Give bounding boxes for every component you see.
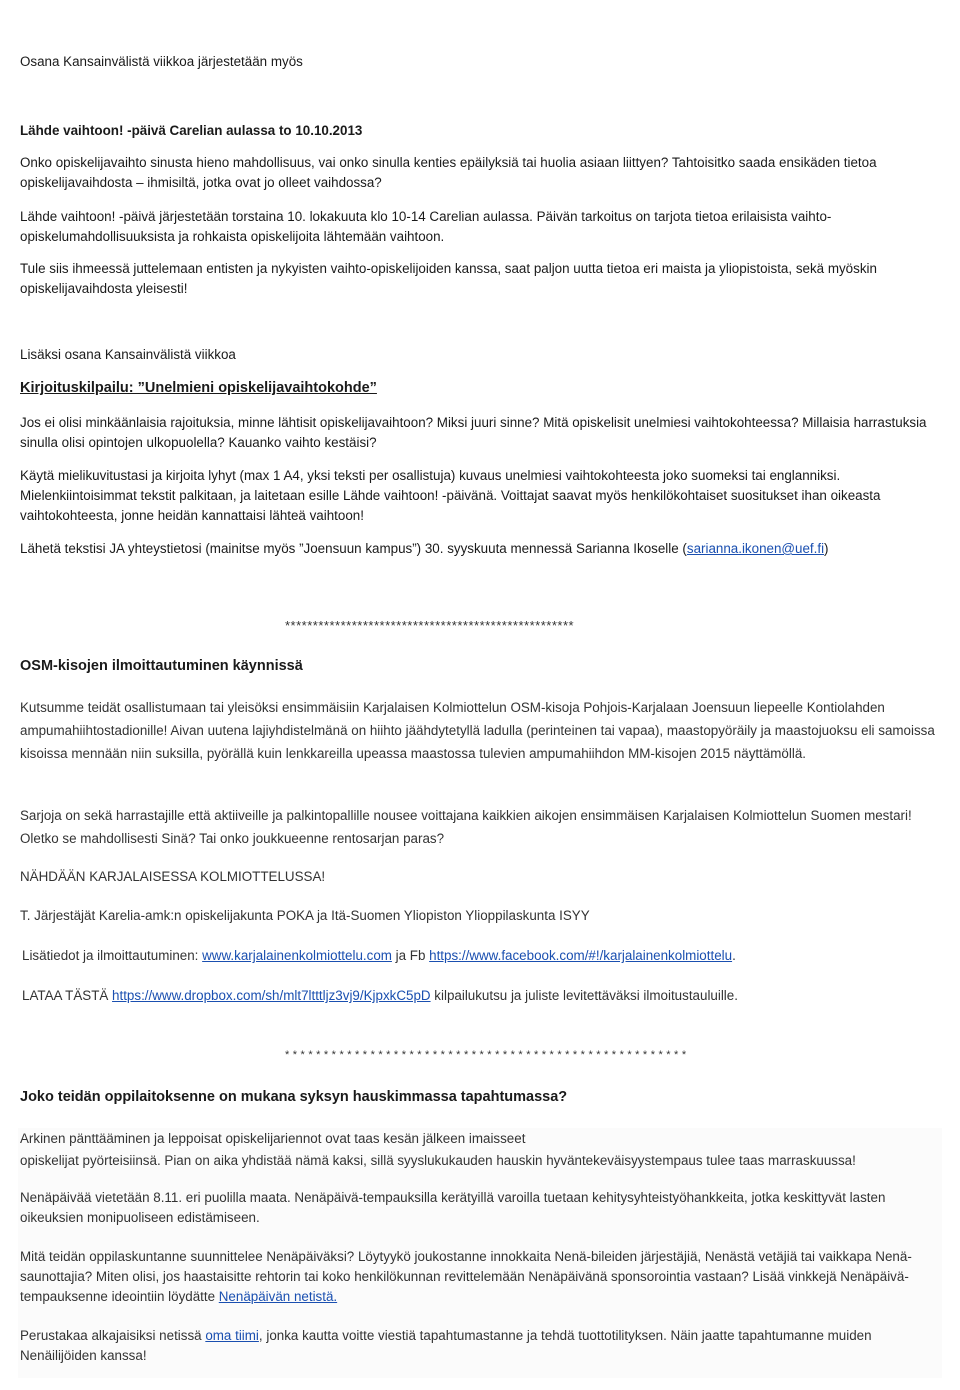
s4-title: Joko teidän oppilaitoksenne on mukana syksyn hauskimmassa tapahtumassa?: [20, 1089, 568, 1105]
s4-p4-end: , jonka kautta voitte viestiä tapahtumastanne ja tehdä tuottotilityksen. Näin jaatte tapahtumanne muiden Nenäilijöiden kanssa!: [20, 1328, 872, 1363]
s2-paragraph-3: [20, 539, 935, 559]
s1-paragraph-2: Lähde vaihtoon! -päivä järjestetään torstaina 10. lokakuuta klo 10-14 Carelian aulassa. Päivän tarkoitus on tarjota tietoa erilaisista vaihto-opiskelumahdollisuuksista ja rohkaista opiskelijoita lähtemään vaihtoon.: [20, 209, 832, 244]
s3-p6-text: LATAA TÄSTÄ: [22, 988, 113, 1003]
oma-tiimi-link[interactable]: oma tiimi: [205, 1328, 259, 1343]
s4-paragraph-2: Nenäpäivää vietetään 8.11. eri puolilla maata. Nenäpäivä-tempauksilla kerätyillä varoilla tuetaan kehitysyhteistyöhankkeita, jotka keskittyvät lasten oikeuksien monipuoliseen edistämiseen.: [20, 1190, 886, 1225]
s3-paragraph-2: Sarjoja on sekä harrastajille että aktiiveille ja palkintopallille nousee voittajana kaikkien aikojen ensimmäisen Karjalaisen Kolmiottelun Suomen mestari! Oletko se mahdollisesti Sinä? Tai onko joukkueenne rentosarjan paras?: [20, 808, 912, 846]
s2-paragraph-2: Käytä mielikuvitustasi ja kirjoita lyhyt (max 1 A4, yksi teksti per osallistuja) kuvaus unelmiesi vaihtokohteesta joko suomeksi tai englanniksi. Mielenkiintoisimmat tekstit palkitaan, ja laitetaan esille Lähde vaihtoon! -päivänä. Voittajat saavat myös henkilökohtaiset suositukset ihan oikeasta vaihtokohteesta, jonne heidän kannattaisi lähteä vaihtoon!: [20, 468, 881, 523]
dropbox-link[interactable]: https://www.dropbox.com/sh/mlt7ltttljz3vj9/KjpxkC5pD: [112, 988, 431, 1003]
s3-paragraph-4: T. Järjestäjät Karelia-amk:n opiskelijakunta POKA ja Itä-Suomen Yliopiston Ylioppilaskunta ISYY: [20, 908, 590, 923]
s2-p3-text: Lähetä tekstisi JA yhteystietosi (mainitse myös ”Joensuun kampus”) 30. syyskuuta mennessä Sarianna Ikoselle (: [20, 541, 687, 556]
s4-paragraph-1b: opiskelijat pyörteisiinsä. Pian on aika yhdistää nämä kaksi, sillä syyslukukauden hauskin hyväntekeväisyystempaus tulee taas marraskuussa!: [20, 1153, 856, 1168]
s1-paragraph-3: Tule siis ihmeessä juttelemaan entisten ja nykyisten vaihto-opiskelijoiden kanssa, saat paljon uutta tietoa eri maista ja yliopistoista, sekä myöskin opiskelijavaihdosta yleisesti!: [20, 261, 877, 296]
s2-p3-end: ): [824, 541, 829, 556]
s4-paragraph-1a: Arkinen pänttääminen ja leppoisat opiskelijariennot ovat taas kesän jälkeen imaisseet: [20, 1131, 526, 1146]
s1-title: Lähde vaihtoon! -päivä Carelian aulassa to 10.10.2013: [20, 123, 363, 138]
separator-1: ****************************************************: [285, 618, 575, 633]
s3-title: OSM-kisojen ilmoittautuminen käynnissä: [20, 658, 303, 674]
s3-paragraph-5: [22, 946, 937, 966]
s1-paragraph-1: Onko opiskelijavaihto sinusta hieno mahdollisuus, vai onko sinulla kenties epäilyksiä tai huolia asiaan liittyen? Tahtoisitko saada ensikäden tietoa opiskelijavaihdosta – ihmisiltä, jotka ovat jo olleet vaihdossa?: [20, 155, 877, 190]
s4-p4-text: Perustakaa alkajaisiksi netissä: [20, 1328, 206, 1343]
karjalainen-link[interactable]: www.karjalainenkolmiottelu.com: [202, 948, 392, 963]
s4-p3-text: Mitä teidän oppilaskuntanne suunnittelee Nenäpäiväksi? Löytyykö joukostanne innokkaita Nenä-bileiden järjestäjiä, Nenästä vetäjiä tai vaikkapa Nenä-saunottajia? Miten olisi, jos haastaisitte rehtorin tai koko henkilökunnan revittelemään Nenäpäivänä sponsorointia vastaan? Lisää vinkkejä Nenäpäivä-tempauksenne ideointiin löydätte: [20, 1249, 912, 1304]
s3-p5-text: Lisätiedot ja ilmoittautuminen:: [22, 948, 203, 963]
s2-paragraph-1: Jos ei olisi minkäänlaisia rajoituksia, minne lähtisit opiskelijavaihtoon? Miksi juuri sinne? Mitä opiskelisit unelmiesi vaihtokohteessa? Millaisia harrastuksia sinulla olisi opintojen ulkopuolella? Kauanko vaihto kestäisi?: [20, 415, 927, 450]
separator-2: ****************************************************: [285, 1049, 690, 1061]
s2-title: Kirjoituskilpailu: ”Unelmieni opiskelijavaihtokohde”: [20, 380, 377, 396]
s3-p6-end: kilpailukutsu ja juliste levitettäväksi ilmoitustauluille.: [430, 988, 738, 1003]
nenapaiva-link[interactable]: Nenäpäivän netistä.: [218, 1289, 338, 1304]
s4-paragraph-4: [20, 1326, 935, 1366]
s4-paragraph-3: [20, 1247, 935, 1307]
s3-paragraph-3: NÄHDÄÄN KARJALAISESSA KOLMIOTTELUSSA!: [20, 869, 326, 884]
s2-intro: Lisäksi osana Kansainvälistä viikkoa: [20, 347, 236, 362]
s3-p5-mid: ja Fb: [391, 948, 430, 963]
s3-paragraph-1: Kutsumme teidät osallistumaan tai yleisöksi ensimmäisiin Karjalaisen Kolmiottelun OSM-kisoja Pohjois-Karjalaan Joensuun liepeelle Kontiolahden ampumahiihtostadionille! Aivan uutena lajiyhdistelmänä on hiihto jäähdytetyllä ladulla (perinteinen tai vapaa), maastopyöräily ja maastojuoksu eli samoissa kisoissa mennään niin suksilla, pyörällä kuin lenkkareilla upeassa maastossa tulevien ampumahiihdon MM-kisojen 2015 näyttämöllä.: [20, 700, 935, 761]
email-link[interactable]: sarianna.ikonen@uef.fi: [686, 541, 825, 556]
s1-intro: Osana Kansainvälistä viikkoa järjestetään myös: [20, 54, 303, 69]
facebook-link[interactable]: https://www.facebook.com/#!/karjalainenkolmiottelu: [429, 948, 733, 963]
s3-paragraph-6: [22, 986, 937, 1006]
s3-p5-end: .: [732, 948, 736, 963]
